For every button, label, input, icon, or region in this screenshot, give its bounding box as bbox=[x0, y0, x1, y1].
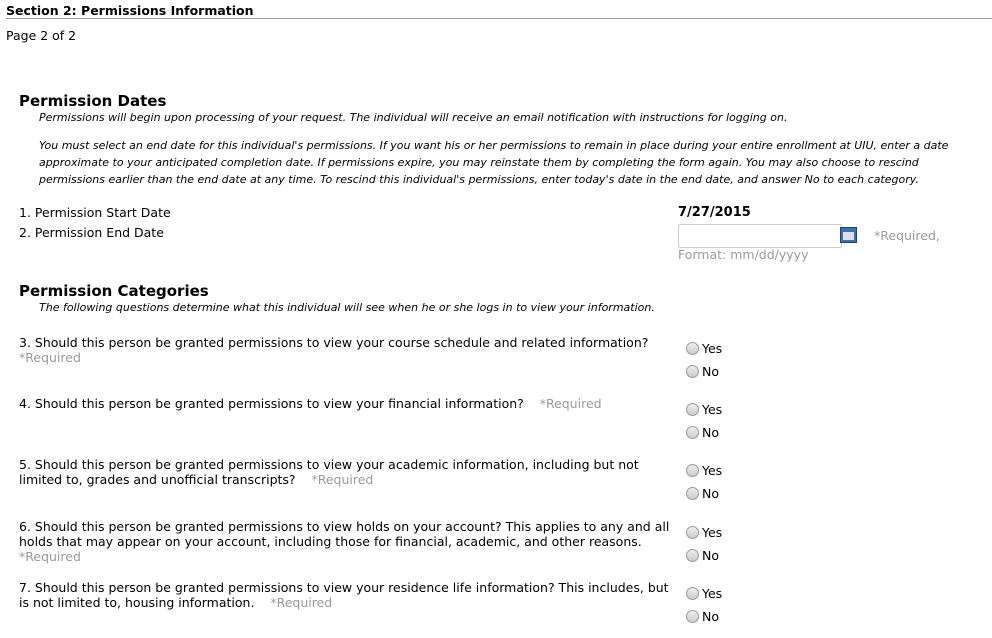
permission-dates-heading: Permission Dates bbox=[19, 92, 167, 110]
end-date-label: 2. Permission End Date bbox=[19, 225, 164, 240]
start-date-label: 1. Permission Start Date bbox=[19, 205, 171, 220]
radio-button[interactable] bbox=[686, 587, 699, 600]
radio-button[interactable] bbox=[686, 610, 699, 623]
radio-yes-q7[interactable] bbox=[686, 586, 722, 601]
radio-button[interactable] bbox=[686, 342, 699, 355]
radio-button[interactable] bbox=[686, 464, 699, 477]
no-label: No bbox=[702, 425, 719, 440]
no-label: No bbox=[702, 486, 719, 501]
radio-button[interactable] bbox=[686, 403, 699, 416]
no-label: No bbox=[702, 548, 719, 563]
end-date-format: Format: mm/dd/yyyy bbox=[678, 247, 809, 262]
question-text: 5. Should this person be granted permissions to view your academic information, including but not limited to, grades and unofficial transcripts? bbox=[19, 457, 639, 487]
question-text: 6. Should this person be granted permissions to view holds on your account? This applies to any and all holds that may appear on your account, including those for financial, academic, and other reasons. bbox=[19, 519, 670, 549]
required-note: *Required bbox=[311, 472, 374, 487]
radio-yes-q4[interactable] bbox=[686, 402, 722, 417]
radio-button[interactable] bbox=[686, 526, 699, 539]
radio-yes-q3[interactable] bbox=[686, 341, 722, 356]
section-title: Section 2: Permissions Information bbox=[6, 3, 254, 18]
no-label: No bbox=[702, 364, 719, 379]
yes-label: Yes bbox=[702, 525, 723, 540]
end-date-input[interactable] bbox=[678, 224, 842, 248]
radio-no-q6[interactable] bbox=[686, 548, 719, 563]
end-date-required: *Required, bbox=[874, 228, 940, 243]
no-label: No bbox=[702, 609, 719, 624]
required-note: *Required bbox=[19, 350, 81, 365]
radio-button[interactable] bbox=[686, 549, 699, 562]
yes-label: Yes bbox=[702, 463, 723, 478]
yes-label: Yes bbox=[702, 402, 723, 417]
radio-no-q7[interactable] bbox=[686, 609, 719, 624]
question-6 bbox=[19, 519, 679, 564]
yes-label: Yes bbox=[702, 586, 723, 601]
dates-intro-1: Permissions will begin upon processing of your request. The individual will receive an email notification with instructions for logging on. bbox=[39, 111, 788, 124]
question-7 bbox=[19, 580, 679, 610]
question-3 bbox=[19, 335, 679, 365]
page-indicator: Page 2 of 2 bbox=[6, 28, 77, 43]
divider bbox=[6, 18, 992, 19]
permission-categories-heading: Permission Categories bbox=[19, 282, 209, 300]
radio-yes-q5[interactable] bbox=[686, 463, 722, 478]
radio-button[interactable] bbox=[686, 365, 699, 378]
question-4 bbox=[19, 396, 679, 411]
start-date-value: 7/27/2015 bbox=[678, 205, 751, 220]
radio-button[interactable] bbox=[686, 487, 699, 500]
question-5 bbox=[19, 457, 679, 487]
radio-yes-q6[interactable] bbox=[686, 525, 722, 540]
radio-no-q3[interactable] bbox=[686, 364, 719, 379]
question-text: 3. Should this person be granted permissions to view your course schedule and related information? bbox=[19, 335, 649, 350]
question-text: 4. Should this person be granted permissions to view your financial information? bbox=[19, 396, 524, 411]
dates-intro-2: You must select an end date for this individual's permissions. If you want his or her permissions to remain in place during your entire enrollment at UIU, enter a date approximate to your anticipated completion date. If permissions expire, you may reinstate them by completing the form again. You may also choose to rescind permissions earlier than the end date at any time. To rescind this individual's permissions, enter today's date in the end date, and answer No to each category. bbox=[39, 139, 949, 186]
categories-intro: The following questions determine what this individual will see when he or she logs in to view your information. bbox=[39, 301, 655, 314]
required-note: *Required bbox=[539, 396, 602, 411]
radio-no-q4[interactable] bbox=[686, 425, 719, 440]
yes-label: Yes bbox=[702, 341, 723, 356]
calendar-icon[interactable] bbox=[840, 227, 857, 243]
radio-no-q5[interactable] bbox=[686, 486, 719, 501]
required-note: *Required bbox=[19, 549, 81, 564]
radio-button[interactable] bbox=[686, 426, 699, 439]
required-note: *Required bbox=[270, 595, 333, 610]
question-text: 7. Should this person be granted permissions to view your residence life information? This includes, but is not limited to, housing information. bbox=[19, 580, 669, 610]
